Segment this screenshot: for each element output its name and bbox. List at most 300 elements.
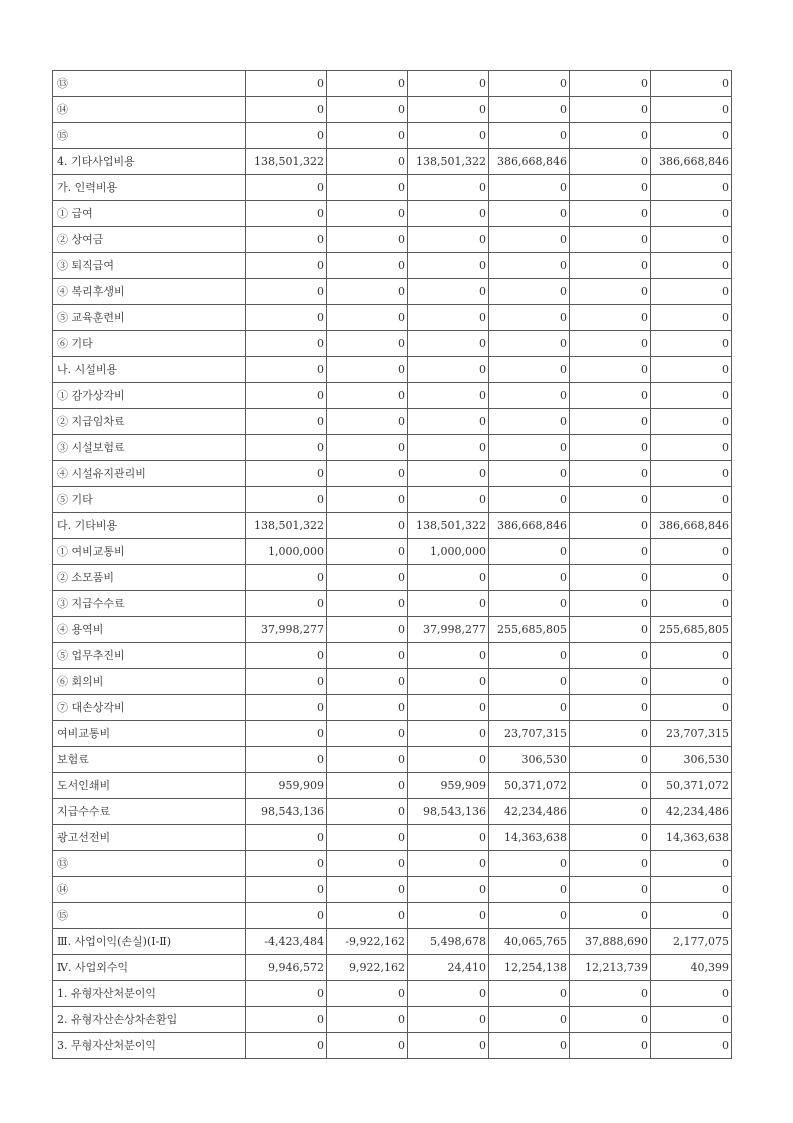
table-row xyxy=(53,487,732,513)
table-row xyxy=(53,227,732,253)
row-value-col-6: 306,530 xyxy=(651,747,732,773)
row-value-col-4: 0 xyxy=(489,981,570,1007)
row-value-col-1: 138,501,322 xyxy=(246,513,327,539)
row-value-col-1: 0 xyxy=(246,253,327,279)
row-value-col-1: 0 xyxy=(246,981,327,1007)
row-value-col-3: 0 xyxy=(408,227,489,253)
row-value-col-6: 386,668,846 xyxy=(651,513,732,539)
row-value-col-2: 0 xyxy=(327,799,408,825)
row-label: ① 급여 xyxy=(53,201,246,227)
row-value-col-4: 0 xyxy=(489,71,570,97)
row-value-col-3: 24,410 xyxy=(408,955,489,981)
row-label: ⑤ 업무추진비 xyxy=(53,643,246,669)
table-row xyxy=(53,201,732,227)
row-value-col-6: 0 xyxy=(651,435,732,461)
row-value-col-6: 23,707,315 xyxy=(651,721,732,747)
row-value-col-3: 0 xyxy=(408,695,489,721)
row-label: ③ 지급수수료 xyxy=(53,591,246,617)
table-row xyxy=(53,747,732,773)
row-value-col-1: 0 xyxy=(246,591,327,617)
row-value-col-4: 0 xyxy=(489,669,570,695)
row-value-col-5: 0 xyxy=(570,825,651,851)
row-value-col-4: 0 xyxy=(489,123,570,149)
row-label: ③ 퇴직급여 xyxy=(53,253,246,279)
row-value-col-1: -4,423,484 xyxy=(246,929,327,955)
row-value-col-3: 138,501,322 xyxy=(408,513,489,539)
table-row xyxy=(53,929,732,955)
row-value-col-6: 0 xyxy=(651,1007,732,1033)
row-label: 다. 기타비용 xyxy=(53,513,246,539)
row-value-col-6: 0 xyxy=(651,591,732,617)
row-value-col-6: 0 xyxy=(651,643,732,669)
row-value-col-1: 0 xyxy=(246,97,327,123)
row-value-col-5: 0 xyxy=(570,513,651,539)
row-value-col-1: 0 xyxy=(246,903,327,929)
row-value-col-3: 0 xyxy=(408,877,489,903)
row-value-col-3: 0 xyxy=(408,565,489,591)
table-row xyxy=(53,877,732,903)
row-value-col-1: 0 xyxy=(246,175,327,201)
row-value-col-4: 0 xyxy=(489,487,570,513)
row-value-col-2: 0 xyxy=(327,643,408,669)
row-value-col-3: 0 xyxy=(408,981,489,1007)
row-value-col-5: 0 xyxy=(570,383,651,409)
row-label: ⑭ xyxy=(53,97,246,123)
row-value-col-3: 0 xyxy=(408,1007,489,1033)
row-label: 나. 시설비용 xyxy=(53,357,246,383)
row-label: ⑬ xyxy=(53,851,246,877)
row-value-col-4: 0 xyxy=(489,1033,570,1059)
table-row xyxy=(53,175,732,201)
row-value-col-3: 0 xyxy=(408,903,489,929)
row-value-col-5: 0 xyxy=(570,461,651,487)
row-value-col-2: 0 xyxy=(327,461,408,487)
row-value-col-6: 14,363,638 xyxy=(651,825,732,851)
row-value-col-4: 0 xyxy=(489,383,570,409)
table-row xyxy=(53,435,732,461)
row-value-col-1: 0 xyxy=(246,71,327,97)
row-value-col-5: 0 xyxy=(570,227,651,253)
row-value-col-1: 138,501,322 xyxy=(246,149,327,175)
row-value-col-3: 98,543,136 xyxy=(408,799,489,825)
row-value-col-1: 0 xyxy=(246,201,327,227)
row-label: ⑬ xyxy=(53,71,246,97)
table-body xyxy=(53,71,732,1059)
row-value-col-1: 0 xyxy=(246,851,327,877)
row-value-col-6: 0 xyxy=(651,903,732,929)
row-value-col-6: 0 xyxy=(651,123,732,149)
table-row xyxy=(53,305,732,331)
row-value-col-2: 0 xyxy=(327,513,408,539)
row-value-col-1: 0 xyxy=(246,383,327,409)
row-value-col-4: 386,668,846 xyxy=(489,513,570,539)
row-value-col-5: 0 xyxy=(570,305,651,331)
row-value-col-5: 0 xyxy=(570,721,651,747)
row-value-col-1: 0 xyxy=(246,435,327,461)
row-label: ① 감가상각비 xyxy=(53,383,246,409)
row-value-col-1: 0 xyxy=(246,357,327,383)
row-value-col-5: 0 xyxy=(570,357,651,383)
table-row xyxy=(53,71,732,97)
row-value-col-3: 0 xyxy=(408,331,489,357)
row-label: ⑥ 회의비 xyxy=(53,669,246,695)
row-value-col-1: 1,000,000 xyxy=(246,539,327,565)
row-value-col-6: 0 xyxy=(651,357,732,383)
row-value-col-1: 0 xyxy=(246,643,327,669)
row-value-col-2: 0 xyxy=(327,487,408,513)
row-value-col-3: 0 xyxy=(408,669,489,695)
row-value-col-4: 0 xyxy=(489,591,570,617)
row-value-col-2: 0 xyxy=(327,97,408,123)
row-value-col-2: 0 xyxy=(327,773,408,799)
row-value-col-3: 0 xyxy=(408,435,489,461)
row-label: ② 지급임차료 xyxy=(53,409,246,435)
row-value-col-1: 0 xyxy=(246,279,327,305)
row-value-col-2: 0 xyxy=(327,279,408,305)
row-value-col-6: 386,668,846 xyxy=(651,149,732,175)
row-value-col-2: 0 xyxy=(327,331,408,357)
row-value-col-1: 0 xyxy=(246,669,327,695)
row-value-col-3: 0 xyxy=(408,409,489,435)
row-value-col-1: 0 xyxy=(246,1033,327,1059)
row-value-col-5: 0 xyxy=(570,201,651,227)
row-value-col-6: 0 xyxy=(651,227,732,253)
row-value-col-4: 255,685,805 xyxy=(489,617,570,643)
row-label: ④ 시설유지관리비 xyxy=(53,461,246,487)
row-value-col-3: 0 xyxy=(408,747,489,773)
row-value-col-2: 0 xyxy=(327,565,408,591)
row-value-col-5: 0 xyxy=(570,851,651,877)
row-value-col-3: 0 xyxy=(408,487,489,513)
row-value-col-6: 0 xyxy=(651,851,732,877)
row-value-col-2: 0 xyxy=(327,357,408,383)
row-value-col-5: 0 xyxy=(570,435,651,461)
row-value-col-6: 0 xyxy=(651,1033,732,1059)
row-value-col-5: 0 xyxy=(570,539,651,565)
row-value-col-1: 0 xyxy=(246,721,327,747)
row-label: ① 여비교통비 xyxy=(53,539,246,565)
row-label: ④ 용역비 xyxy=(53,617,246,643)
table-row xyxy=(53,97,732,123)
table-row xyxy=(53,955,732,981)
row-label: ⑦ 대손상각비 xyxy=(53,695,246,721)
row-value-col-5: 0 xyxy=(570,487,651,513)
row-value-col-1: 0 xyxy=(246,305,327,331)
row-value-col-2: 0 xyxy=(327,227,408,253)
row-value-col-2: 0 xyxy=(327,175,408,201)
row-value-col-6: 40,399 xyxy=(651,955,732,981)
row-value-col-5: 0 xyxy=(570,97,651,123)
row-value-col-4: 12,254,138 xyxy=(489,955,570,981)
row-value-col-5: 0 xyxy=(570,877,651,903)
row-value-col-3: 0 xyxy=(408,71,489,97)
row-value-col-4: 0 xyxy=(489,227,570,253)
row-value-col-1: 0 xyxy=(246,461,327,487)
row-value-col-1: 37,998,277 xyxy=(246,617,327,643)
row-label: ⑭ xyxy=(53,877,246,903)
row-value-col-3: 0 xyxy=(408,721,489,747)
row-value-col-4: 0 xyxy=(489,643,570,669)
row-value-col-4: 0 xyxy=(489,1007,570,1033)
row-label: 광고선전비 xyxy=(53,825,246,851)
row-value-col-2: 0 xyxy=(327,877,408,903)
row-value-col-3: 0 xyxy=(408,383,489,409)
row-value-col-4: 0 xyxy=(489,877,570,903)
row-value-col-1: 0 xyxy=(246,409,327,435)
row-value-col-5: 0 xyxy=(570,617,651,643)
row-value-col-3: 0 xyxy=(408,461,489,487)
row-label: 도서인쇄비 xyxy=(53,773,246,799)
row-value-col-3: 0 xyxy=(408,643,489,669)
row-value-col-2: 0 xyxy=(327,747,408,773)
row-value-col-1: 9,946,572 xyxy=(246,955,327,981)
row-value-col-1: 0 xyxy=(246,877,327,903)
table-row xyxy=(53,591,732,617)
row-value-col-4: 40,065,765 xyxy=(489,929,570,955)
row-value-col-6: 0 xyxy=(651,877,732,903)
table-row xyxy=(53,825,732,851)
row-value-col-2: 0 xyxy=(327,981,408,1007)
row-label: 지급수수료 xyxy=(53,799,246,825)
row-value-col-3: 0 xyxy=(408,357,489,383)
table-row xyxy=(53,123,732,149)
row-value-col-4: 0 xyxy=(489,461,570,487)
row-value-col-4: 0 xyxy=(489,565,570,591)
row-value-col-2: 0 xyxy=(327,435,408,461)
row-value-col-6: 0 xyxy=(651,71,732,97)
row-value-col-6: 0 xyxy=(651,175,732,201)
row-label: Ⅳ. 사업외수익 xyxy=(53,955,246,981)
row-value-col-3: 138,501,322 xyxy=(408,149,489,175)
row-value-col-6: 0 xyxy=(651,253,732,279)
row-value-col-4: 0 xyxy=(489,331,570,357)
row-value-col-4: 0 xyxy=(489,851,570,877)
row-label: ⑥ 기타 xyxy=(53,331,246,357)
table-row xyxy=(53,903,732,929)
row-value-col-2: 0 xyxy=(327,695,408,721)
row-value-col-5: 0 xyxy=(570,123,651,149)
row-value-col-5: 0 xyxy=(570,903,651,929)
row-value-col-4: 23,707,315 xyxy=(489,721,570,747)
row-value-col-1: 959,909 xyxy=(246,773,327,799)
row-value-col-3: 0 xyxy=(408,97,489,123)
row-label: Ⅲ. 사업이익(손실)(Ⅰ-Ⅱ) xyxy=(53,929,246,955)
row-value-col-5: 0 xyxy=(570,71,651,97)
row-value-col-2: 0 xyxy=(327,539,408,565)
row-value-col-3: 0 xyxy=(408,825,489,851)
row-value-col-2: 0 xyxy=(327,669,408,695)
row-value-col-3: 0 xyxy=(408,253,489,279)
row-value-col-6: 0 xyxy=(651,981,732,1007)
table-row xyxy=(53,669,732,695)
row-value-col-4: 0 xyxy=(489,253,570,279)
row-value-col-5: 0 xyxy=(570,253,651,279)
row-label: ⑤ 기타 xyxy=(53,487,246,513)
table-row xyxy=(53,1007,732,1033)
row-label: 1. 유형자산처분이익 xyxy=(53,981,246,1007)
table-row xyxy=(53,695,732,721)
row-value-col-6: 0 xyxy=(651,487,732,513)
row-value-col-1: 0 xyxy=(246,565,327,591)
row-value-col-5: 37,888,690 xyxy=(570,929,651,955)
row-value-col-4: 0 xyxy=(489,201,570,227)
table-row xyxy=(53,799,732,825)
row-value-col-5: 0 xyxy=(570,279,651,305)
table-row xyxy=(53,981,732,1007)
row-value-col-5: 0 xyxy=(570,591,651,617)
row-label: ⑤ 교육훈련비 xyxy=(53,305,246,331)
row-value-col-2: 0 xyxy=(327,903,408,929)
row-value-col-2: 0 xyxy=(327,721,408,747)
row-value-col-6: 2,177,075 xyxy=(651,929,732,955)
row-value-col-3: 0 xyxy=(408,1033,489,1059)
row-label: 보험료 xyxy=(53,747,246,773)
row-value-col-1: 0 xyxy=(246,695,327,721)
row-value-col-2: 0 xyxy=(327,201,408,227)
row-value-col-6: 0 xyxy=(651,201,732,227)
table-row xyxy=(53,617,732,643)
table-row xyxy=(53,357,732,383)
table-row xyxy=(53,461,732,487)
row-value-col-6: 0 xyxy=(651,97,732,123)
row-value-col-5: 12,213,739 xyxy=(570,955,651,981)
table-row xyxy=(53,643,732,669)
row-value-col-6: 0 xyxy=(651,461,732,487)
table-row xyxy=(53,149,732,175)
row-label: ② 소모품비 xyxy=(53,565,246,591)
income-statement-table xyxy=(52,70,732,1059)
row-value-col-3: 959,909 xyxy=(408,773,489,799)
row-value-col-1: 0 xyxy=(246,825,327,851)
row-value-col-5: 0 xyxy=(570,643,651,669)
table-row xyxy=(53,383,732,409)
row-value-col-4: 386,668,846 xyxy=(489,149,570,175)
row-value-col-3: 0 xyxy=(408,591,489,617)
row-value-col-2: 0 xyxy=(327,851,408,877)
row-value-col-3: 0 xyxy=(408,305,489,331)
row-value-col-3: 37,998,277 xyxy=(408,617,489,643)
table-row xyxy=(53,851,732,877)
row-value-col-2: 0 xyxy=(327,123,408,149)
row-value-col-1: 0 xyxy=(246,331,327,357)
row-value-col-3: 5,498,678 xyxy=(408,929,489,955)
row-label: ⑮ xyxy=(53,123,246,149)
row-value-col-4: 0 xyxy=(489,435,570,461)
row-value-col-2: 0 xyxy=(327,305,408,331)
table-row xyxy=(53,331,732,357)
row-value-col-1: 98,543,136 xyxy=(246,799,327,825)
row-value-col-5: 0 xyxy=(570,799,651,825)
row-value-col-2: 0 xyxy=(327,591,408,617)
financial-statement-page xyxy=(52,70,732,1059)
row-value-col-6: 0 xyxy=(651,331,732,357)
table-row xyxy=(53,565,732,591)
row-label: 가. 인력비용 xyxy=(53,175,246,201)
row-value-col-3: 0 xyxy=(408,201,489,227)
row-value-col-6: 0 xyxy=(651,279,732,305)
row-value-col-2: 0 xyxy=(327,149,408,175)
row-value-col-2: 0 xyxy=(327,383,408,409)
row-value-col-5: 0 xyxy=(570,695,651,721)
row-value-col-5: 0 xyxy=(570,409,651,435)
table-row xyxy=(53,253,732,279)
table-row xyxy=(53,721,732,747)
row-value-col-2: 0 xyxy=(327,409,408,435)
row-value-col-6: 0 xyxy=(651,695,732,721)
row-value-col-5: 0 xyxy=(570,773,651,799)
row-value-col-6: 0 xyxy=(651,669,732,695)
row-value-col-6: 0 xyxy=(651,539,732,565)
row-value-col-2: 0 xyxy=(327,617,408,643)
row-value-col-5: 0 xyxy=(570,175,651,201)
table-row xyxy=(53,1033,732,1059)
row-value-col-4: 14,363,638 xyxy=(489,825,570,851)
row-value-col-4: 306,530 xyxy=(489,747,570,773)
row-value-col-3: 0 xyxy=(408,123,489,149)
row-value-col-4: 50,371,072 xyxy=(489,773,570,799)
row-value-col-4: 42,234,486 xyxy=(489,799,570,825)
row-value-col-2: 0 xyxy=(327,1033,408,1059)
row-label: ④ 복리후생비 xyxy=(53,279,246,305)
row-value-col-4: 0 xyxy=(489,175,570,201)
row-label: ⑮ xyxy=(53,903,246,929)
row-value-col-5: 0 xyxy=(570,1007,651,1033)
row-value-col-6: 255,685,805 xyxy=(651,617,732,643)
row-value-col-4: 0 xyxy=(489,357,570,383)
row-value-col-2: 9,922,162 xyxy=(327,955,408,981)
row-value-col-4: 0 xyxy=(489,279,570,305)
row-value-col-5: 0 xyxy=(570,149,651,175)
row-label: 2. 유형자산손상차손환입 xyxy=(53,1007,246,1033)
table-row xyxy=(53,279,732,305)
row-value-col-1: 0 xyxy=(246,123,327,149)
row-value-col-5: 0 xyxy=(570,1033,651,1059)
row-value-col-2: 0 xyxy=(327,71,408,97)
row-value-col-6: 42,234,486 xyxy=(651,799,732,825)
row-value-col-1: 0 xyxy=(246,227,327,253)
row-value-col-6: 0 xyxy=(651,383,732,409)
row-value-col-5: 0 xyxy=(570,669,651,695)
row-value-col-1: 0 xyxy=(246,747,327,773)
row-value-col-2: 0 xyxy=(327,825,408,851)
row-value-col-5: 0 xyxy=(570,331,651,357)
row-value-col-6: 0 xyxy=(651,565,732,591)
table-row xyxy=(53,773,732,799)
row-value-col-3: 0 xyxy=(408,279,489,305)
row-value-col-4: 0 xyxy=(489,903,570,929)
row-value-col-4: 0 xyxy=(489,97,570,123)
row-value-col-4: 0 xyxy=(489,539,570,565)
row-value-col-2: -9,922,162 xyxy=(327,929,408,955)
row-value-col-6: 0 xyxy=(651,409,732,435)
row-label: 3. 무형자산처분이익 xyxy=(53,1033,246,1059)
row-value-col-3: 0 xyxy=(408,175,489,201)
row-value-col-4: 0 xyxy=(489,305,570,331)
row-value-col-6: 50,371,072 xyxy=(651,773,732,799)
row-value-col-6: 0 xyxy=(651,305,732,331)
table-row xyxy=(53,409,732,435)
row-value-col-3: 0 xyxy=(408,851,489,877)
row-value-col-2: 0 xyxy=(327,1007,408,1033)
row-value-col-5: 0 xyxy=(570,747,651,773)
row-label: 4. 기타사업비용 xyxy=(53,149,246,175)
row-value-col-4: 0 xyxy=(489,695,570,721)
row-value-col-5: 0 xyxy=(570,981,651,1007)
row-value-col-1: 0 xyxy=(246,1007,327,1033)
row-value-col-4: 0 xyxy=(489,409,570,435)
row-value-col-3: 1,000,000 xyxy=(408,539,489,565)
row-value-col-1: 0 xyxy=(246,487,327,513)
